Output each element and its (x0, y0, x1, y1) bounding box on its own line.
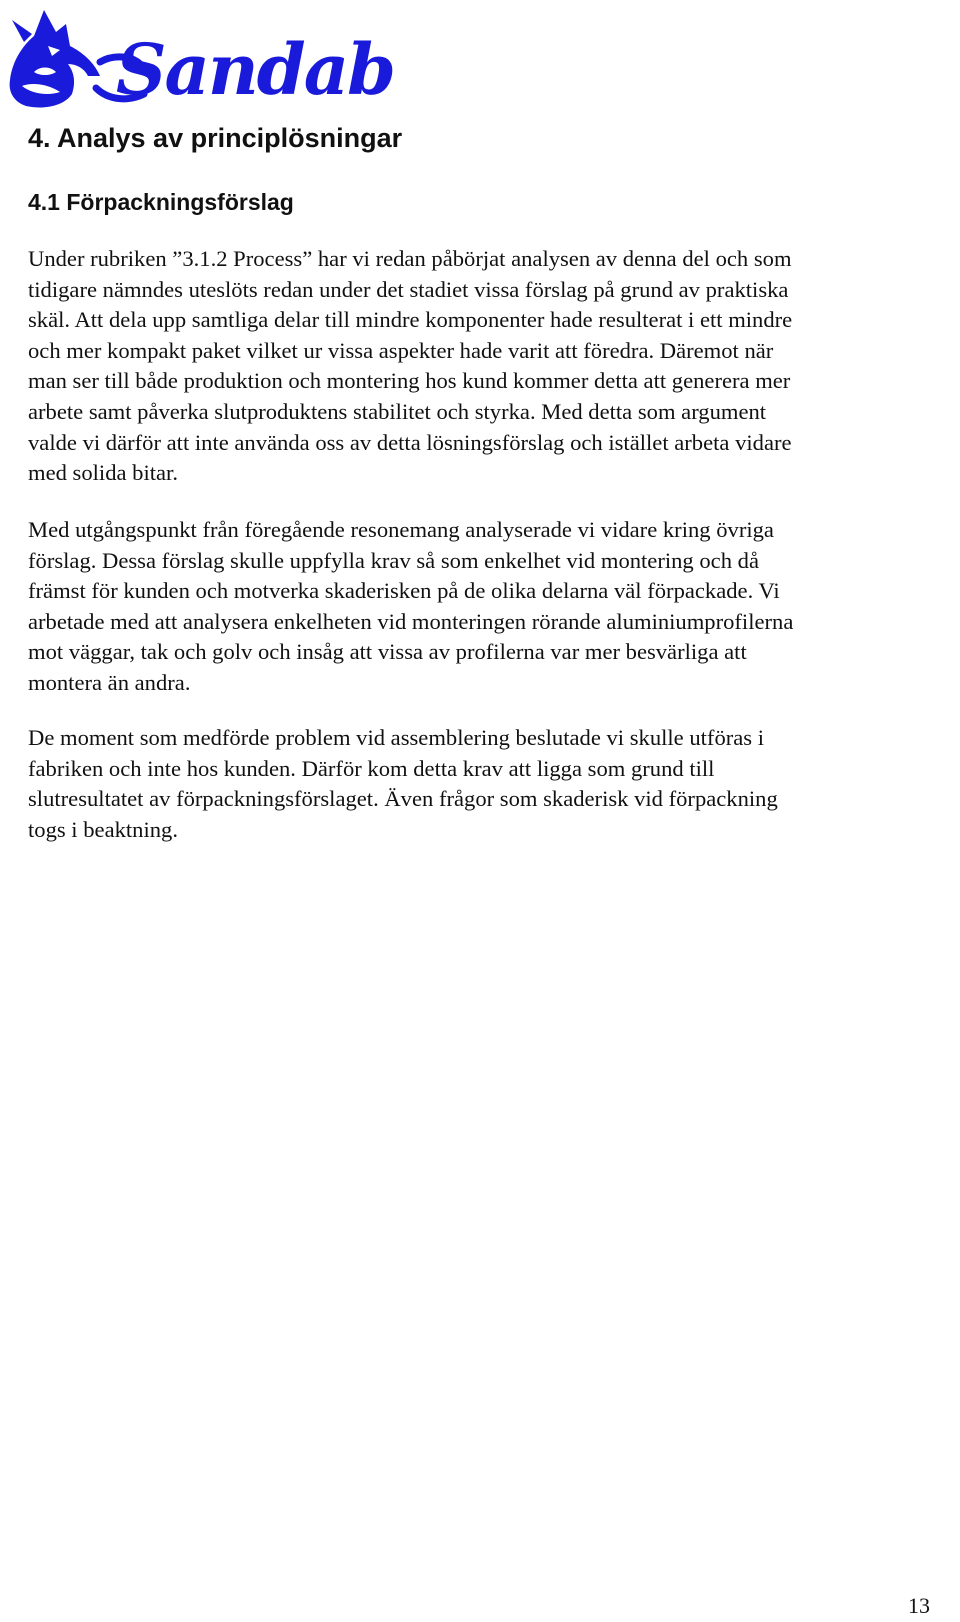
page-title: 4. Analys av principlösningar (28, 123, 403, 153)
text-line: arbete samt påverka slutproduktens stabilitet och styrka. Med detta som argument (28, 398, 767, 424)
paragraph-2 (28, 515, 928, 699)
text-line: främst för kunden och motverka skaderisken på de olika delarna väl förpackade. Vi (28, 578, 780, 604)
logo-wordmark: Sandab (116, 28, 395, 111)
text-line: man ser till både produktion och montering hos kund kommer detta att generera mer (28, 368, 791, 394)
text-line: valde vi därför att inte använda oss av detta lösningsförslag och istället arbeta vidare (28, 429, 792, 455)
text-line: togs i beaktning. (28, 816, 178, 842)
text-line: och mer kompakt paket vilket ur vissa aspekter hade varit att föredra. Däremot när (28, 337, 774, 363)
paragraph-3 (28, 723, 928, 845)
text-line: Under rubriken ”3.1.2 Process” har vi redan påbörjat analysen av denna del och som (28, 246, 792, 271)
paragraph-1 (28, 244, 928, 489)
text-line: skäl. Att dela upp samtliga delar till mindre komponenter hade resulterat i ett mindre (28, 307, 793, 333)
text-line: tidigare nämndes uteslöts redan under det stadiet vissa förslag på grund av praktiska (28, 276, 789, 302)
sandab-logo (4, 2, 404, 112)
text-line: förslag. Dessa förslag skulle uppfylla krav så som enkelhet vid montering och då (28, 547, 759, 573)
page-number: 13 (908, 1593, 930, 1618)
text-line: montera än andra. (28, 669, 191, 695)
text-line: mot väggar, tak och golv och insåg att vissa av profilerna var mer besvärliga att (28, 639, 747, 665)
text-line: De moment som medförde problem vid assemblering beslutade vi skulle utföras i (28, 725, 765, 750)
text-line: Med utgångspunkt från föregående resonemang analyserade vi vidare kring övriga (28, 517, 774, 542)
text-line: arbetade med att analysera enkelheten vid monteringen rörande aluminiumprofilerna (28, 608, 794, 634)
text-line: slutresultatet av förpackningsförslaget. Även frågor som skaderisk vid förpackning (28, 786, 778, 812)
text-line: fabriken och inte hos kunden. Därför kom detta krav att ligga som grund till (28, 755, 715, 781)
section-title: 4.1 Förpackningsförslag (28, 189, 294, 215)
text-line: med solida bitar. (28, 460, 178, 486)
